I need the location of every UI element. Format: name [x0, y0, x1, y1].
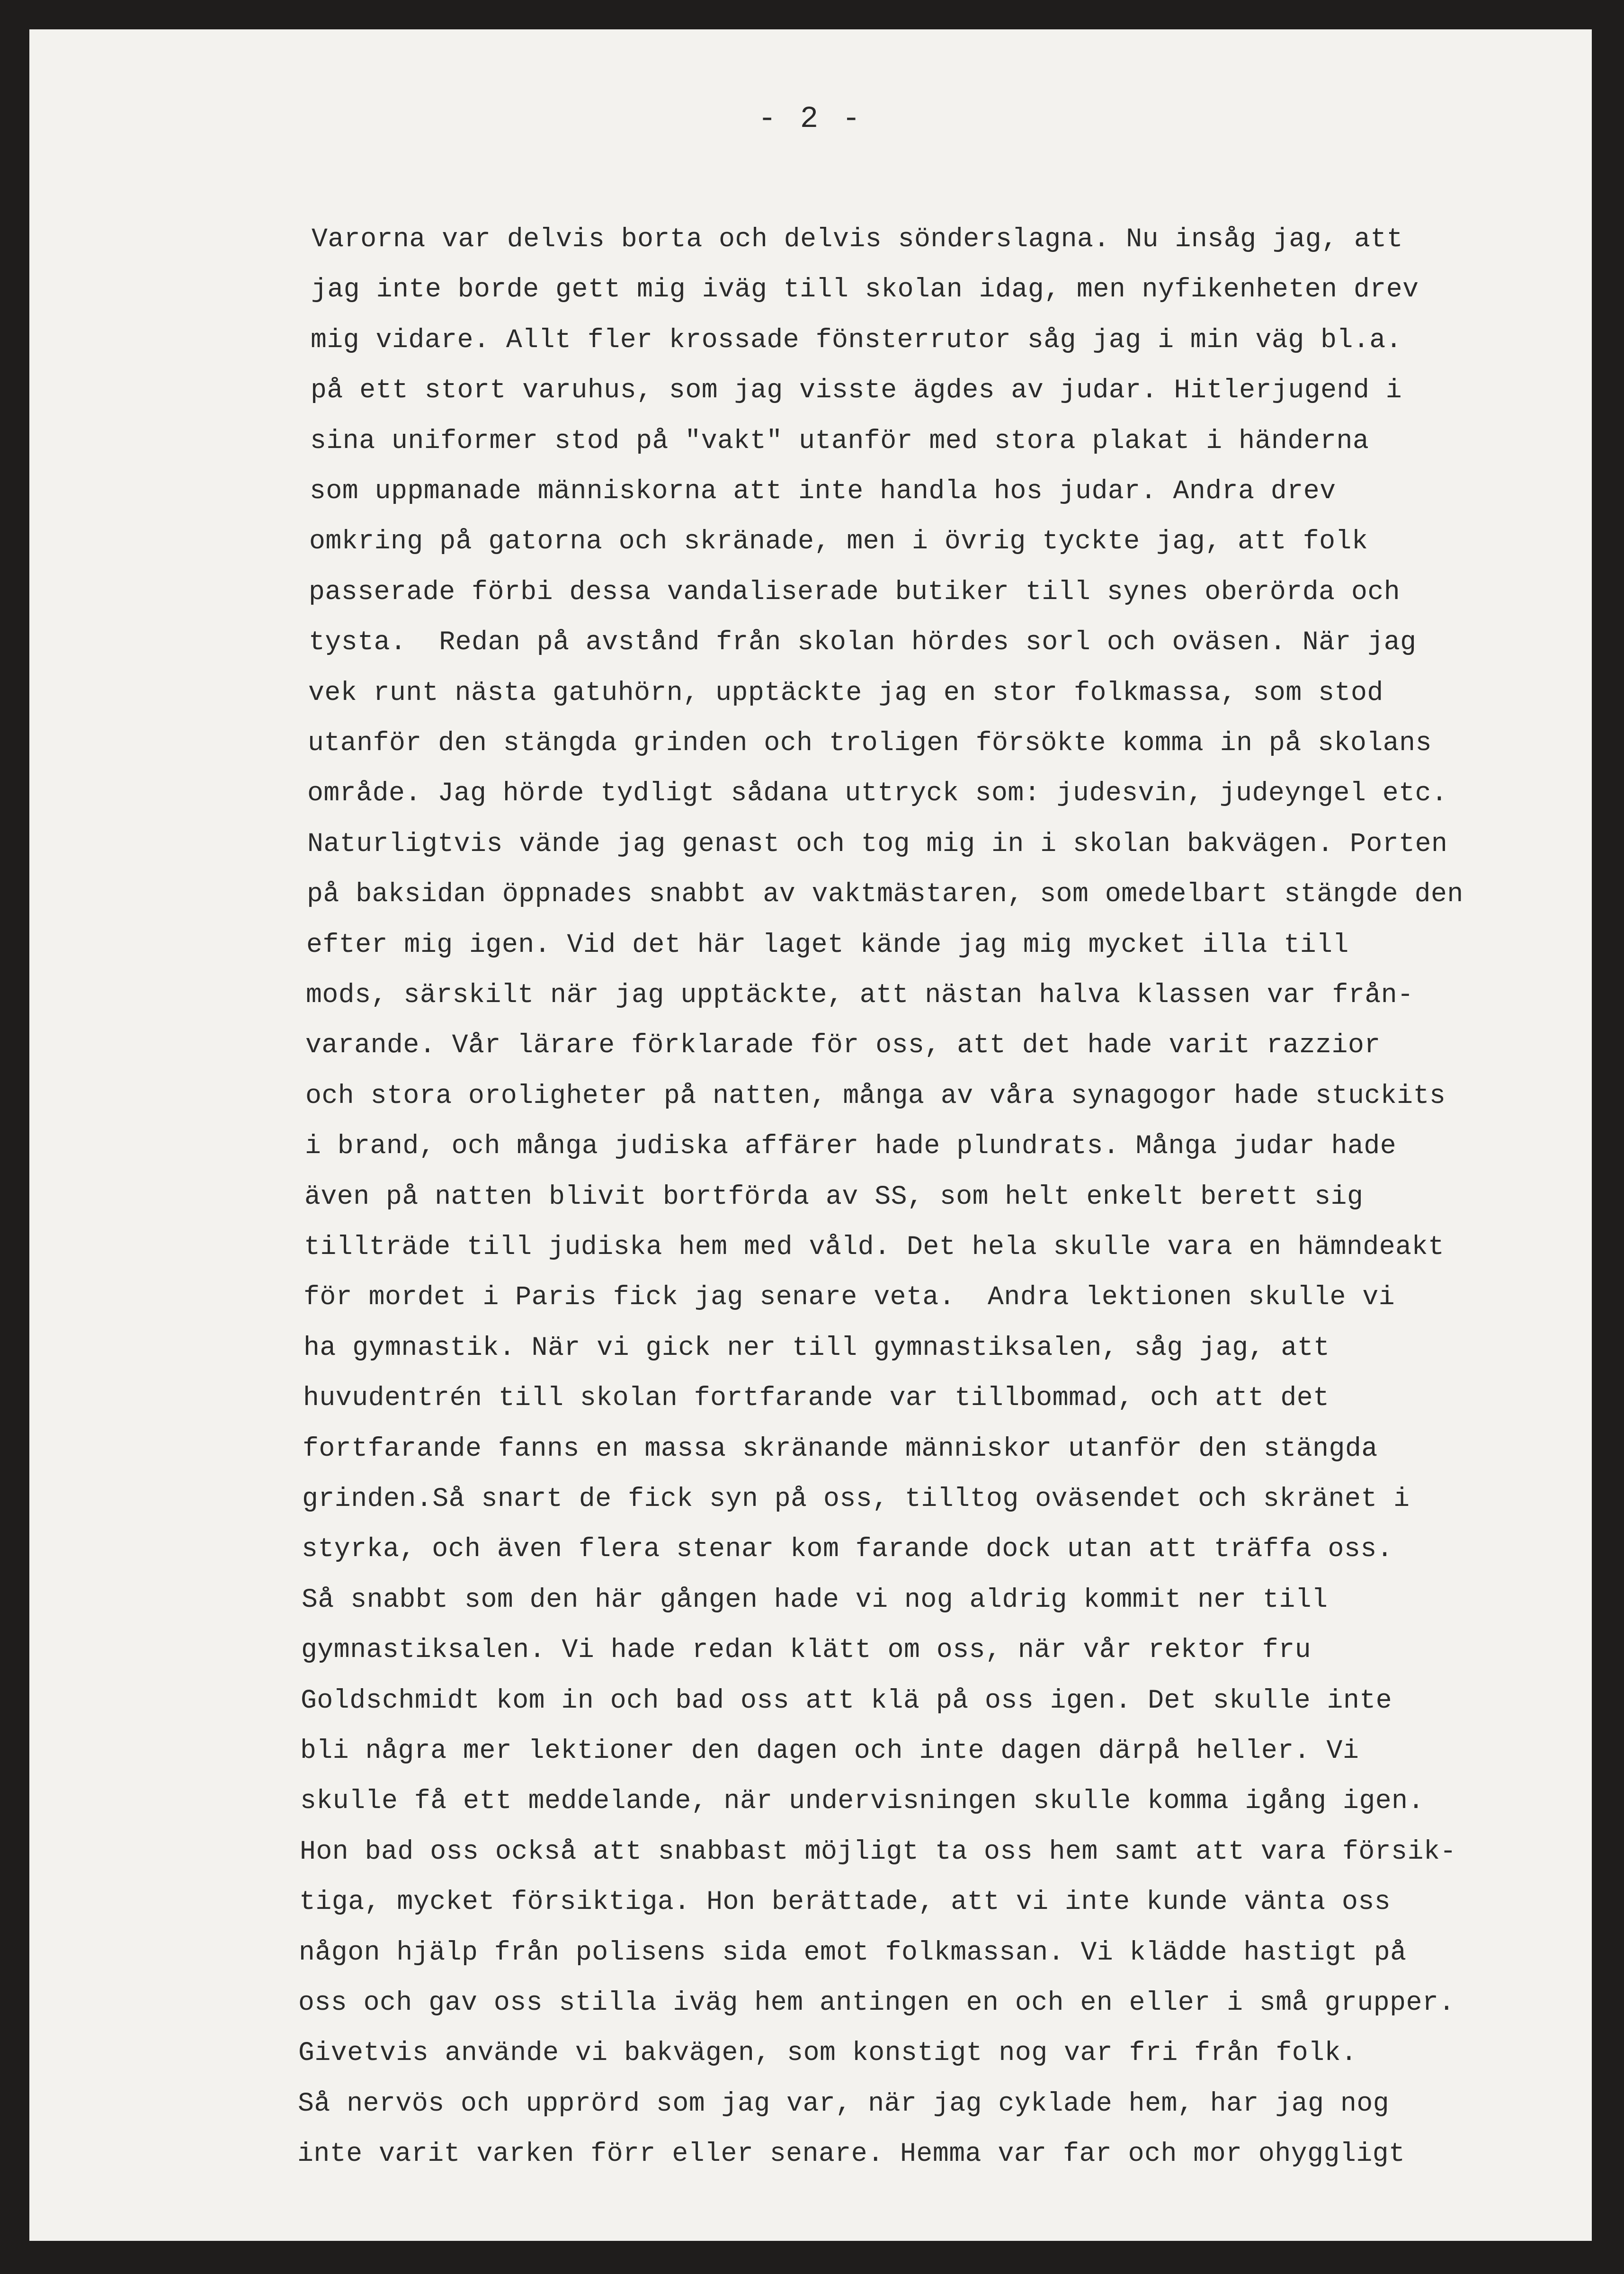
text-line: tillträde till judiska hem med våld. Det hela skulle vara en hämndeakt: [304, 1232, 1445, 1262]
text-line: oss och gav oss stilla iväg hem antingen en och en eller i små grupper.: [298, 1988, 1455, 2018]
text-line: inte varit varken förr eller senare. Hemma var far och mor ohyggligt: [297, 2139, 1405, 2169]
text-line: som uppmanade människorna att inte handla hos judar. Andra drev: [310, 476, 1336, 506]
text-line: på ett stort varuhus, som jag visste ägdes av judar. Hitlerjugend i: [311, 375, 1402, 405]
text-line: ha gymnastik. När vi gick ner till gymnastiksalen, såg jag, att: [303, 1333, 1330, 1363]
text-line: Varorna var delvis borta och delvis sönderslagna. Nu insåg jag, att: [312, 224, 1403, 254]
text-line: fortfarande fanns en massa skränande människor utanför den stängda: [303, 1433, 1378, 1464]
text-line: utanför den stängda grinden och troligen försökte komma in på skolans: [308, 728, 1432, 758]
text-line: jag inte borde gett mig iväg till skolan idag, men nyfikenheten drev: [311, 274, 1419, 304]
text-line: gymnastiksalen. Vi hade redan klätt om oss, när vår rektor fru: [301, 1635, 1312, 1665]
text-line: Så nervös och upprörd som jag var, när jag cyklade hem, har jag nog: [298, 2088, 1390, 2119]
page-number: - 2 -: [758, 102, 864, 136]
text-line: Så snabbt som den här gången hade vi nog aldrig kommit ner till: [302, 1585, 1328, 1615]
text-line: skulle få ett meddelande, när undervisningen skulle komma igång igen.: [300, 1786, 1424, 1816]
text-line: i brand, och många judiska affärer hade plundrats. Många judar hade: [305, 1131, 1397, 1161]
text-line: tysta. Redan på avstånd från skolan hördes sorl och oväsen. När jag: [309, 627, 1417, 657]
text-line: huvudentrén till skolan fortfarande var tillbommad, och att det: [303, 1383, 1330, 1413]
text-line: vek runt nästa gatuhörn, upptäckte jag en stor folkmassa, som stod: [308, 678, 1383, 708]
text-line: Givetvis använde vi bakvägen, som konstigt nog var fri från folk.: [298, 2038, 1357, 2068]
text-line: omkring på gatorna och skränade, men i övrig tyckte jag, att folk: [309, 526, 1368, 556]
text-line: mig vidare. Allt fler krossade fönsterrutor såg jag i min väg bl.a.: [311, 325, 1402, 355]
text-line: grinden.Så snart de fick syn på oss, tilltog oväsendet och skränet i: [302, 1484, 1410, 1514]
text-line: för mordet i Paris fick jag senare veta. Andra lektionen skulle vi: [303, 1282, 1395, 1312]
text-line: Hon bad oss också att snabbast möjligt ta oss hem samt att vara försik-: [300, 1836, 1456, 1867]
text-line: även på natten blivit bortförda av SS, som helt enkelt berett sig: [304, 1182, 1364, 1212]
body-text: [29, 29, 1592, 2241]
text-line: bli några mer lektioner den dagen och inte dagen därpå heller. Vi: [300, 1736, 1359, 1766]
text-line: varande. Vår lärare förklarade för oss, att det hade varit razzior: [305, 1030, 1381, 1060]
text-line: Goldschmidt kom in och bad oss att klä på oss igen. Det skulle inte: [301, 1685, 1392, 1716]
text-line: Naturligtvis vände jag genast och tog mig in i skolan bakvägen. Porten: [307, 829, 1448, 859]
text-line: efter mig igen. Vid det här laget kände jag mig mycket illa till: [306, 930, 1349, 960]
text-line: område. Jag hörde tydligt sådana uttryck som: judesvin, judeyngel etc.: [307, 778, 1448, 808]
text-line: styrka, och även flera stenar kom farande dock utan att träffa oss.: [302, 1534, 1393, 1564]
document-page: [29, 29, 1592, 2241]
text-line: på baksidan öppnades snabbt av vaktmästaren, som omedelbart stängde den: [307, 879, 1463, 909]
text-line: mods, särskilt när jag upptäckte, att nästan halva klassen var från-: [306, 980, 1414, 1010]
text-line: tiga, mycket försiktiga. Hon berättade, att vi inte kunde vänta oss: [299, 1887, 1391, 1917]
text-line: och stora oroligheter på natten, många av våra synagogor hade stuckits: [305, 1081, 1446, 1111]
text-line: sina uniformer stod på "vakt" utanför med stora plakat i händerna: [310, 426, 1369, 456]
text-line: passerade förbi dessa vandaliserade butiker till synes oberörda och: [309, 577, 1401, 607]
text-line: någon hjälp från polisens sida emot folkmassan. Vi klädde hastigt på: [299, 1937, 1407, 1968]
